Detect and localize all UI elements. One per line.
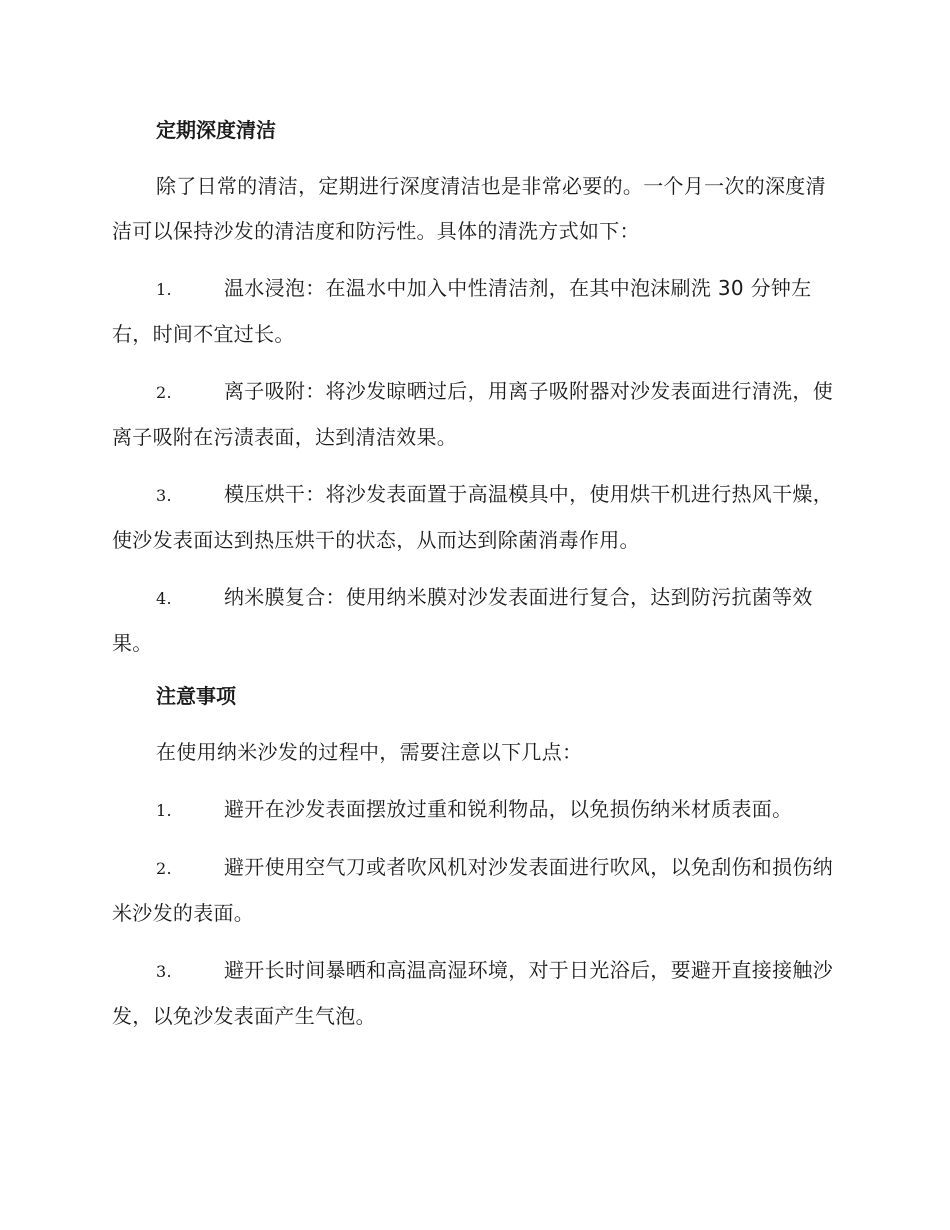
list-number: 3. (156, 962, 172, 981)
list-item-text: 模压烘干：将沙发表面置于高温模具中，使用烘干机进行热风干燥，使沙发表面达到热压烘干的状态，从而达到除菌消毒作用。 (112, 482, 833, 552)
list-item-text: 避开在沙发表面摆放过重和锐利物品，以免损伤纳米材质表面。 (224, 797, 793, 821)
section-intro-deep-cleaning: 除了日常的清洁，定期进行深度清洁也是非常必要的。一个月一次的深度清洁可以保持沙发的清洁度和防污性。具体的清洗方式如下： (112, 174, 826, 243)
list-item-text: 纳米膜复合：使用纳米膜对沙发表面进行复合，达到防污抗菌等效果。 (112, 585, 813, 655)
list-item-text: 温水浸泡：在温水中加入中性清洁剂，在其中泡沫刷洗 30 分钟左右，时间不宜过长。 (112, 276, 812, 346)
list-number: 1. (156, 801, 172, 820)
list-item (112, 369, 834, 460)
list-item (112, 787, 834, 833)
list-number: 4. (156, 589, 172, 608)
list-item (112, 575, 834, 666)
list-item-text: 离子吸附：将沙发晾晒过后，用离子吸附器对沙发表面进行清洗，使离子吸附在污渍表面，达到清洁效果。 (112, 379, 833, 449)
section-heading-notes: 注意事项 (156, 684, 236, 708)
document-content (112, 112, 834, 1039)
list-number: 1. (156, 280, 172, 299)
section-intro-notes: 在使用纳米沙发的过程中，需要注意以下几点： (156, 740, 583, 764)
list-item (112, 845, 834, 936)
list-item (112, 472, 834, 563)
list-number: 2. (156, 859, 172, 878)
section-heading-deep-cleaning: 定期深度清洁 (156, 118, 276, 142)
list-number: 3. (156, 486, 172, 505)
list-item (112, 948, 834, 1039)
list-item-text: 避开长时间暴晒和高温高湿环境，对于日光浴后，要避开直接接触沙发，以免沙发表面产生气泡。 (112, 958, 833, 1028)
list-item-text: 避开使用空气刀或者吹风机对沙发表面进行吹风，以免刮伤和损伤纳米沙发的表面。 (112, 855, 833, 925)
list-number: 2. (156, 383, 172, 402)
list-item (112, 266, 834, 357)
